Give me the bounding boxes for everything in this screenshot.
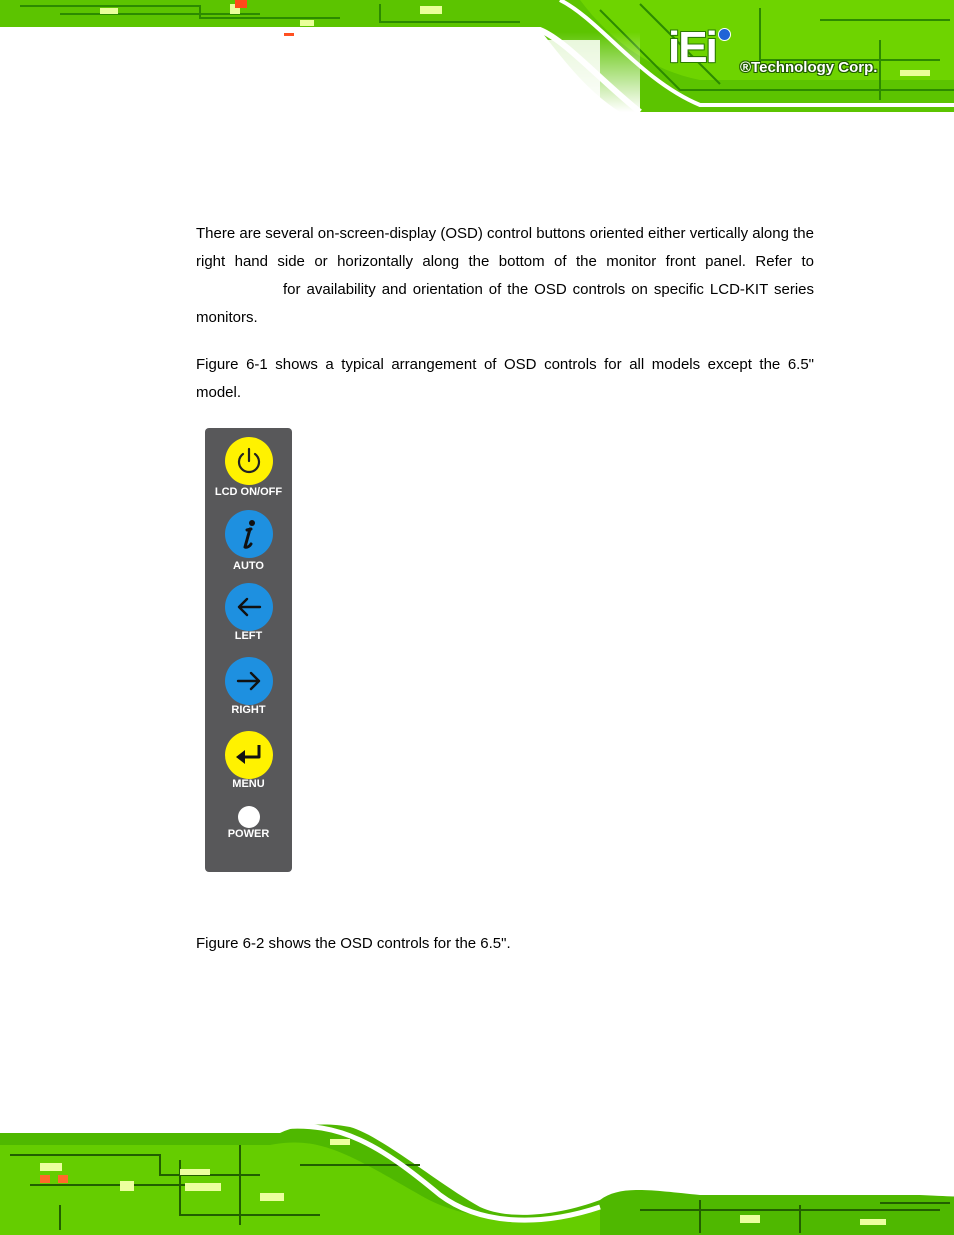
arrow-left-icon [234,595,264,619]
page-footer [0,1115,954,1235]
left-button[interactable] [225,583,273,631]
osd-control-panel [205,428,292,872]
logo-text: ®Technology Corp. [740,59,878,76]
arrow-right-icon [234,669,264,693]
figure-6-1-intro: Figure 6-1 shows a typical arrangement of OSD controls for all models except the 6.5" model. [196,356,814,401]
figure-6-2-intro: Figure 6-2 shows the OSD controls for the 6.5". [196,935,511,952]
osd-intro-line1: There are several on-screen-display (OSD) control buttons oriented either vertically along the right hand side or horizontally along the bottom of the monitor front panel. Refer to [196,225,814,270]
menu-label: MENU [232,778,265,790]
power-symbol-icon [234,446,264,476]
osd-intro-line2: for availability and orientation of the OSD controls on specific LCD-KIT series monitors. [196,281,814,326]
logo-mark: iEi [668,23,716,72]
right-label: RIGHT [231,704,266,716]
enter-return-icon [233,742,265,768]
menu-button[interactable] [225,731,273,779]
right-button[interactable] [225,657,273,705]
info-i-icon [234,517,264,551]
osd-intro-paragraph [196,220,814,332]
lcd-on-off-label: LCD ON/OFF [214,486,283,498]
logo-dot-icon [718,28,731,41]
circuit-board-footer [0,1115,954,1235]
page-header [0,0,954,112]
lcd-on-off-button[interactable] [225,437,273,485]
power-led-indicator [238,806,260,828]
left-label: LEFT [234,630,263,642]
power-label: POWER [227,828,270,840]
auto-button[interactable] [225,510,273,558]
auto-label: AUTO [233,560,264,572]
iei-logo [668,23,938,86]
